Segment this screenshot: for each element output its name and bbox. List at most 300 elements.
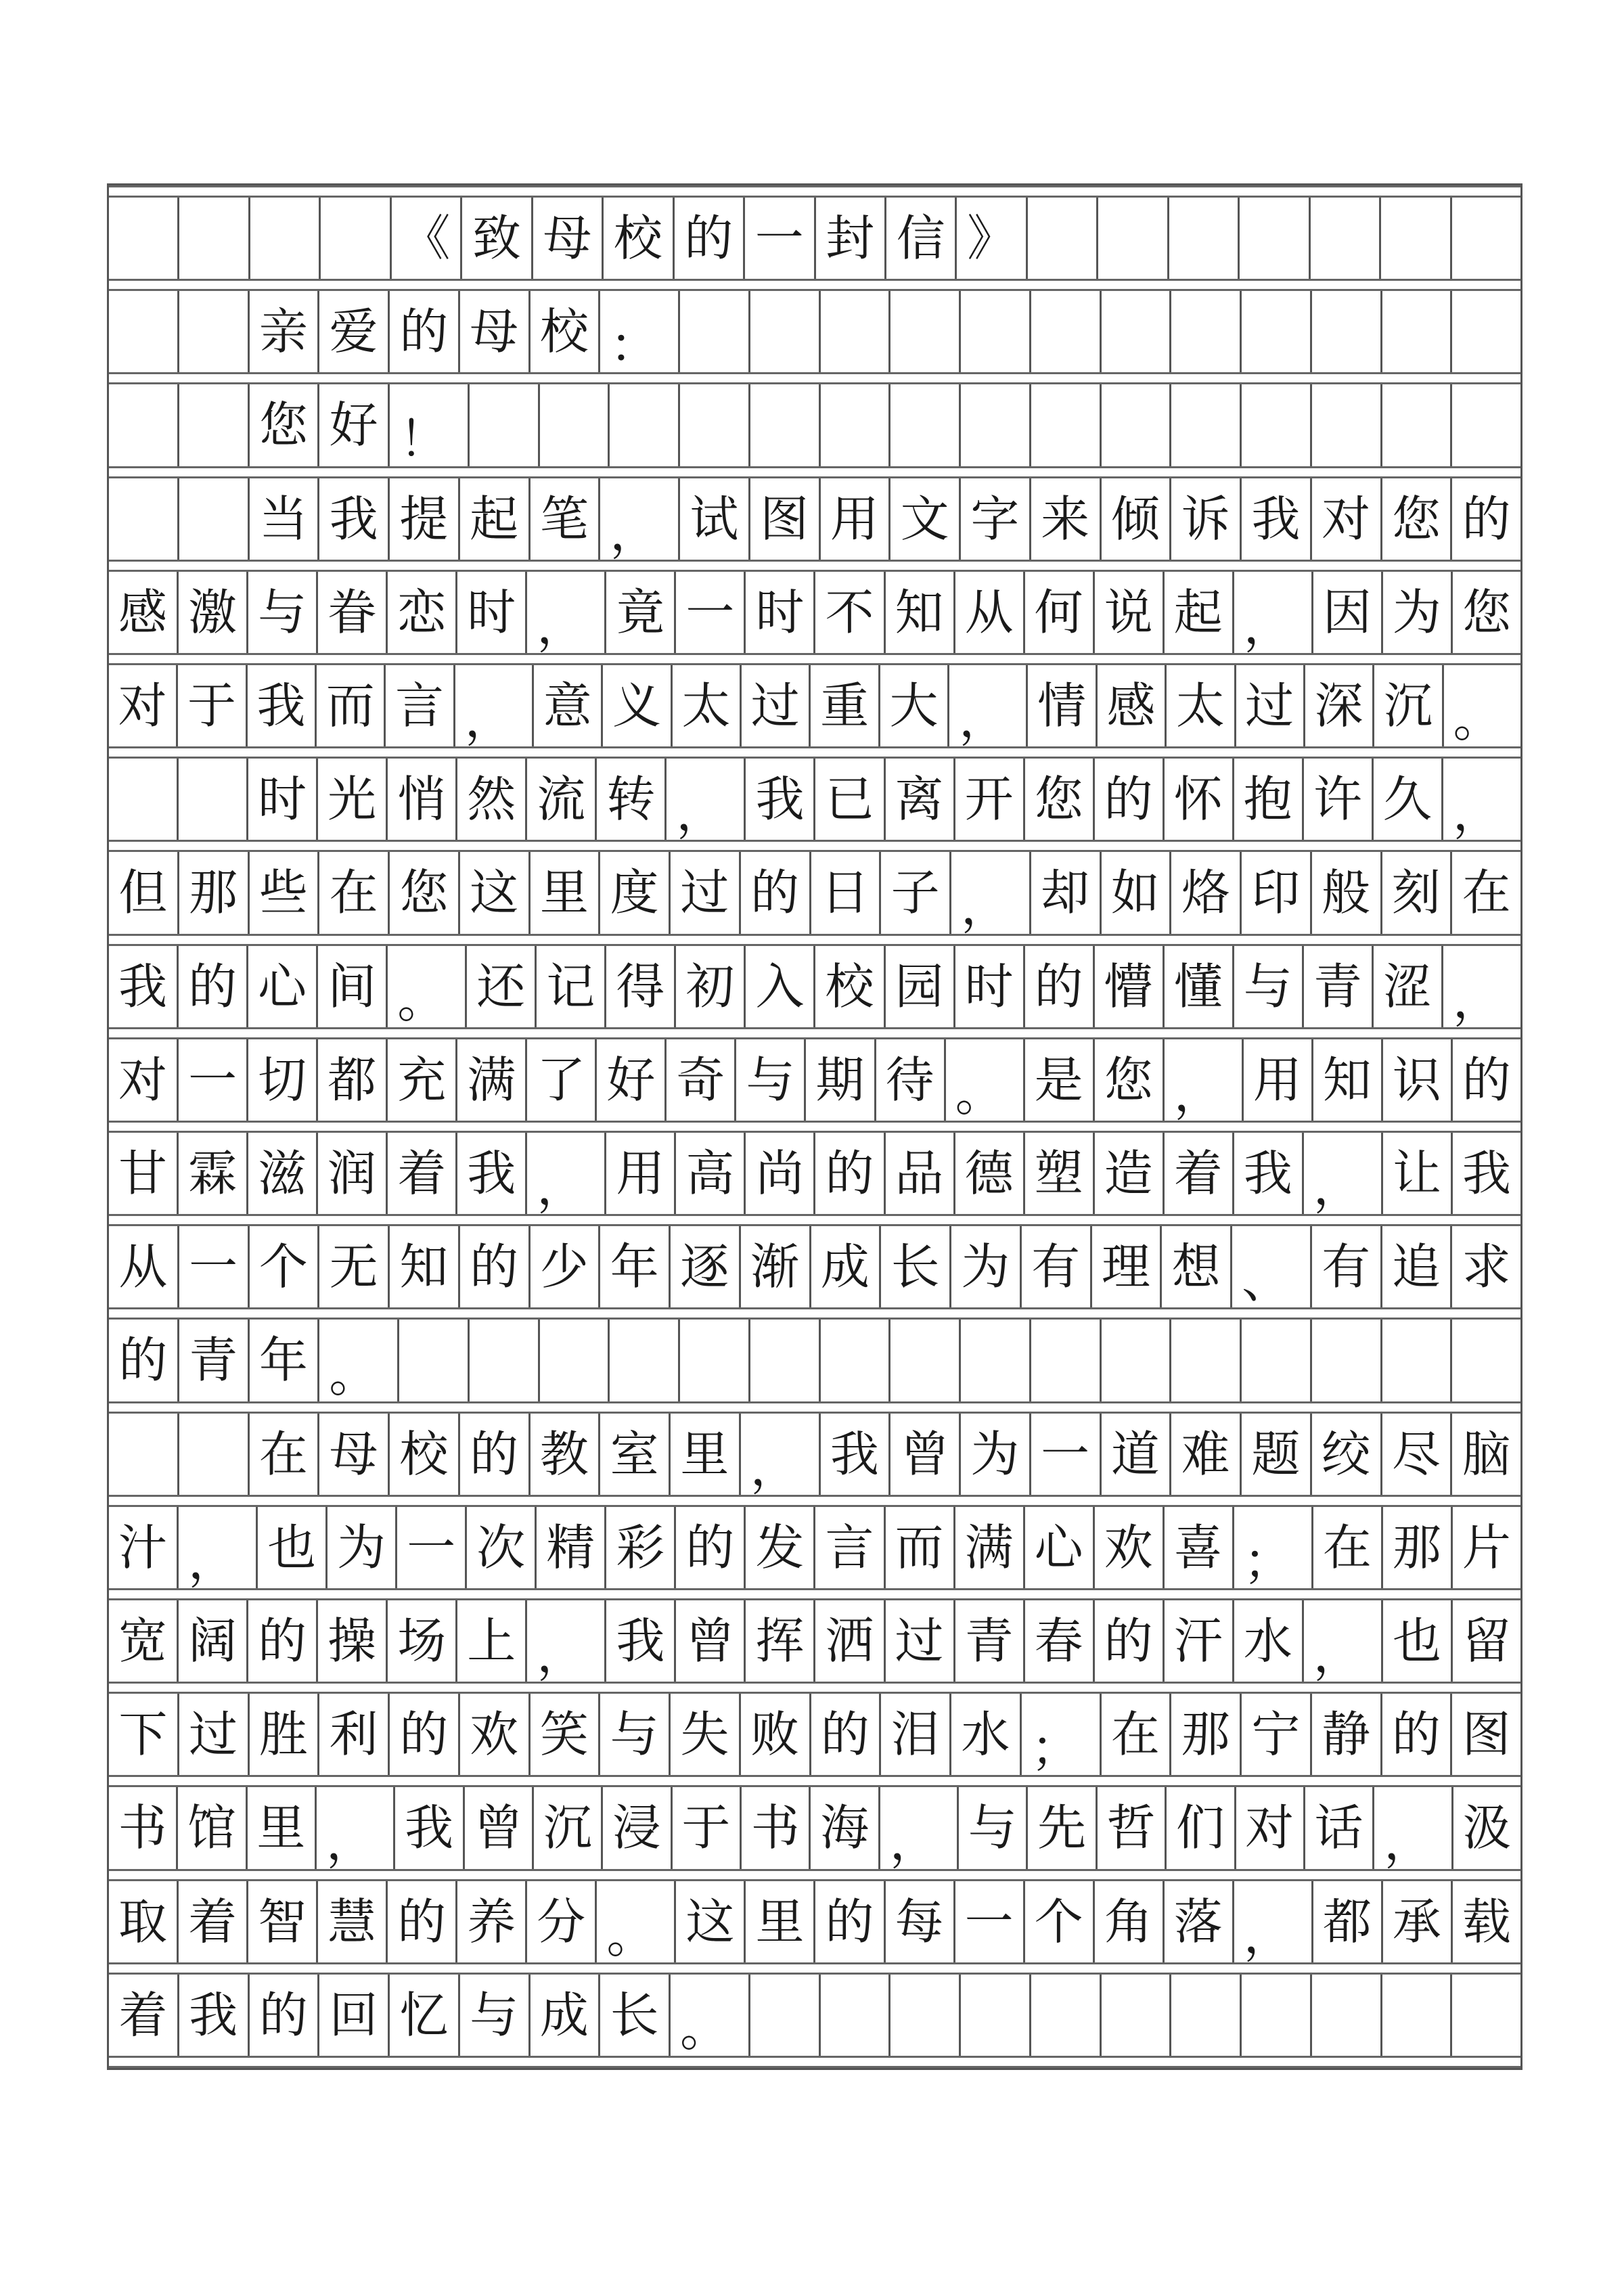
grid-cell: 曾 xyxy=(465,1787,534,1868)
grid-cell: 的 xyxy=(248,1600,318,1682)
grid-cell: 那 xyxy=(179,852,250,933)
grid-cell: 年 xyxy=(250,1320,320,1401)
grid-cell xyxy=(109,1414,179,1495)
grid-cell xyxy=(109,291,179,372)
grid-cell: 懵 xyxy=(1095,946,1165,1027)
grid-cell: ， xyxy=(1304,1133,1383,1214)
grid-cell: 海 xyxy=(811,1787,880,1868)
grid-cell: 情 xyxy=(1028,665,1097,746)
grid-cell: 因 xyxy=(1313,572,1383,653)
grid-cell xyxy=(109,198,179,279)
grid-cell: 无 xyxy=(319,1226,390,1307)
grid-cell: 每 xyxy=(886,1881,955,1962)
grid-row xyxy=(109,198,1520,279)
grid-cell: 涩 xyxy=(1374,946,1443,1027)
grid-cell xyxy=(321,198,391,279)
grid-cell: 间 xyxy=(318,946,388,1027)
grid-cell: 题 xyxy=(1242,1414,1312,1495)
grid-cell: 时 xyxy=(248,759,318,840)
grid-cell: 浸 xyxy=(603,1787,672,1868)
grid-cell: 重 xyxy=(811,665,880,746)
grid-cell: 落 xyxy=(1165,1881,1234,1962)
grid-cell: 尽 xyxy=(1382,1414,1453,1495)
grid-cell: 过 xyxy=(742,665,811,746)
grid-cell xyxy=(109,384,179,466)
grid-cell: 。 xyxy=(597,1881,676,1962)
grid-cell: 刻 xyxy=(1382,852,1453,933)
grid-cell xyxy=(821,291,891,372)
grid-cell: 慧 xyxy=(318,1881,388,1962)
grid-cell: 在 xyxy=(1102,1694,1172,1775)
grid-cell: 时 xyxy=(955,946,1025,1027)
grid-cell xyxy=(1031,291,1102,372)
grid-cell: 您 xyxy=(1382,478,1453,560)
grid-cell: 久 xyxy=(1374,759,1443,840)
grid-cell: 的 xyxy=(390,291,460,372)
grid-cell xyxy=(179,759,248,840)
grid-cell: 然 xyxy=(457,759,527,840)
row-separator xyxy=(109,1027,1520,1039)
grid-cell xyxy=(470,1320,540,1401)
grid-cell: ， xyxy=(880,1787,959,1868)
grid-cell: 校 xyxy=(604,198,674,279)
grid-cell: 品 xyxy=(886,1133,955,1214)
grid-cell: 母 xyxy=(460,291,531,372)
grid-cell: 何 xyxy=(1025,572,1095,653)
grid-cell: 从 xyxy=(109,1226,179,1307)
grid-cell: ， xyxy=(1234,1881,1313,1962)
grid-cell: 我 xyxy=(1242,478,1312,560)
grid-cell: 您 xyxy=(390,852,460,933)
grid-cell: 那 xyxy=(1171,1694,1242,1775)
grid-cell: 亲 xyxy=(250,291,320,372)
grid-cell: 静 xyxy=(1312,1694,1382,1775)
grid-cell: 、 xyxy=(1232,1226,1312,1307)
grid-cell: 长 xyxy=(881,1226,951,1307)
grid-cell: 失 xyxy=(671,1694,741,1775)
grid-cell: 甘 xyxy=(109,1133,179,1214)
grid-cell xyxy=(179,291,250,372)
grid-cell: 难 xyxy=(1171,1414,1242,1495)
grid-row xyxy=(109,1226,1520,1307)
grid-cell: 一 xyxy=(955,1881,1025,1962)
grid-cell: 着 xyxy=(1165,1133,1234,1214)
grid-row xyxy=(109,384,1520,466)
grid-cell: 是 xyxy=(1025,1039,1095,1121)
grid-cell xyxy=(821,1975,891,2056)
grid-cell: 校 xyxy=(531,291,601,372)
grid-cell: 日 xyxy=(811,852,882,933)
grid-cell xyxy=(470,384,540,466)
grid-row xyxy=(109,291,1520,372)
grid-cell: 里 xyxy=(248,1787,317,1868)
grid-cell: 的 xyxy=(388,1881,457,1962)
grid-cell xyxy=(680,384,750,466)
grid-cell: 意 xyxy=(534,665,603,746)
grid-cell: 汗 xyxy=(1165,1600,1234,1682)
grid-cell: 光 xyxy=(318,759,388,840)
grid-cell xyxy=(1031,1320,1102,1401)
grid-cell: 的 xyxy=(390,1694,460,1775)
grid-cell: 满 xyxy=(955,1507,1025,1588)
grid-cell: 离 xyxy=(886,759,955,840)
grid-row xyxy=(109,852,1520,933)
grid-cell: 知 xyxy=(390,1226,460,1307)
grid-cell: 子 xyxy=(881,852,951,933)
grid-cell: 汲 xyxy=(1462,1799,1512,1857)
grid-cell: 彩 xyxy=(606,1507,676,1588)
grid-cell: 那 xyxy=(1383,1507,1453,1588)
grid-cell: 为 xyxy=(328,1507,397,1588)
grid-cell: 起 xyxy=(460,478,531,560)
grid-cell: 春 xyxy=(1025,1600,1095,1682)
grid-cell: 教 xyxy=(531,1414,601,1495)
grid-cell: 的 xyxy=(1095,759,1165,840)
row-separator xyxy=(109,1307,1520,1320)
grid-cell xyxy=(109,759,179,840)
grid-cell: 与 xyxy=(1234,946,1304,1027)
grid-cell: ， xyxy=(527,1133,606,1214)
grid-cell xyxy=(1312,291,1382,372)
grid-row xyxy=(109,478,1520,560)
grid-cell xyxy=(961,384,1031,466)
grid-cell: 烙 xyxy=(1171,852,1242,933)
grid-row xyxy=(109,1320,1520,1401)
grid-cell: ， xyxy=(1452,784,1502,842)
grid-cell: 用 xyxy=(606,1133,676,1214)
grid-cell xyxy=(1452,291,1520,372)
grid-cell: 我 xyxy=(821,1414,891,1495)
grid-cell xyxy=(680,1320,750,1401)
grid-cell: 沉 xyxy=(1374,665,1443,746)
grid-cell: 的 xyxy=(815,1881,885,1962)
grid-cell xyxy=(890,384,961,466)
grid-cell: 渐 xyxy=(741,1226,811,1307)
row-separator xyxy=(109,746,1520,759)
grid-cell: 的 xyxy=(1025,946,1095,1027)
grid-cell: 逐 xyxy=(671,1226,741,1307)
grid-cell: 着 xyxy=(388,1133,457,1214)
grid-cell: 您 xyxy=(1025,759,1095,840)
grid-cell: 识 xyxy=(1383,1039,1453,1121)
grid-cell: 一 xyxy=(179,1226,250,1307)
grid-cell xyxy=(610,384,680,466)
grid-cell: 奇 xyxy=(667,1039,736,1121)
row-separator xyxy=(109,1214,1520,1226)
grid-cell: 还 xyxy=(467,946,537,1027)
row-separator xyxy=(109,2056,1520,2068)
grid-cell: 得 xyxy=(606,946,676,1027)
grid-cell xyxy=(1242,291,1312,372)
grid-cell: 话 xyxy=(1305,1787,1374,1868)
grid-cell: 书 xyxy=(109,1787,178,1868)
grid-cell xyxy=(1452,1320,1520,1401)
grid-cell: 期 xyxy=(806,1039,876,1121)
grid-cell: 精 xyxy=(537,1507,606,1588)
grid-cell: 切 xyxy=(248,1039,318,1121)
grid-cell xyxy=(179,198,250,279)
grid-cell: 与 xyxy=(248,572,318,653)
grid-cell: 对 xyxy=(1312,478,1382,560)
grid-cell: ， xyxy=(1165,1039,1244,1121)
grid-cell: 我 xyxy=(395,1787,464,1868)
grid-cell: 记 xyxy=(537,946,606,1027)
grid-cell xyxy=(1382,1975,1453,2056)
grid-cell: 您 xyxy=(1462,583,1511,641)
grid-cell: 诉 xyxy=(1171,478,1242,560)
grid-cell: 载 xyxy=(1462,1893,1511,1950)
grid-cell: 脑 xyxy=(1462,1425,1511,1483)
grid-cell xyxy=(1240,198,1310,279)
grid-cell: 回 xyxy=(319,1975,390,2056)
grid-cell: 。 xyxy=(671,1975,750,2056)
grid-cell: 着 xyxy=(179,1881,248,1962)
grid-cell: 想 xyxy=(1162,1226,1232,1307)
grid-cell xyxy=(1171,291,1242,372)
grid-cell: 的 xyxy=(1462,1051,1511,1108)
grid-cell: 忆 xyxy=(390,1975,460,2056)
grid-cell: 里 xyxy=(671,1414,741,1495)
grid-cell: 初 xyxy=(676,946,746,1027)
grid-cell: 深 xyxy=(1305,665,1374,746)
grid-cell: 试 xyxy=(680,478,750,560)
grid-cell: 都 xyxy=(1313,1881,1383,1962)
grid-row xyxy=(109,1787,1520,1868)
grid-cell: ！ xyxy=(390,384,470,466)
row-separator xyxy=(109,372,1520,384)
grid-cell: 场 xyxy=(388,1600,457,1682)
grid-cell: 激 xyxy=(179,572,248,653)
grid-row xyxy=(109,1507,1520,1588)
grid-cell: 图 xyxy=(1462,1706,1511,1763)
grid-cell: ， xyxy=(527,572,606,653)
grid-cell: 曾 xyxy=(676,1600,746,1682)
grid-cell: 青 xyxy=(179,1320,250,1401)
grid-cell: 时 xyxy=(457,572,527,653)
grid-cell xyxy=(1242,1975,1312,2056)
grid-cell: 有 xyxy=(1312,1226,1382,1307)
grid-cell: 悄 xyxy=(388,759,457,840)
grid-cell xyxy=(961,291,1031,372)
grid-cell: 抱 xyxy=(1234,759,1304,840)
grid-cell: 文 xyxy=(890,478,961,560)
grid-cell: 感 xyxy=(1098,665,1167,746)
grid-cell: 不 xyxy=(815,572,885,653)
grid-cell: 一 xyxy=(745,198,815,279)
grid-cell: 而 xyxy=(317,665,386,746)
grid-cell xyxy=(1312,384,1382,466)
grid-cell: 与 xyxy=(600,1694,671,1775)
grid-cell: 园 xyxy=(886,946,955,1027)
grid-cell: 我 xyxy=(109,946,179,1027)
grid-cell: 与 xyxy=(460,1975,531,2056)
grid-cell: ， xyxy=(949,665,1028,746)
grid-cell: ， xyxy=(527,1600,606,1682)
grid-cell: 开 xyxy=(955,759,1025,840)
grid-cell: 待 xyxy=(876,1039,946,1121)
grid-cell: 过 xyxy=(179,1694,250,1775)
grid-cell: 胜 xyxy=(250,1694,320,1775)
grid-cell: 的 xyxy=(675,198,745,279)
grid-cell: 青 xyxy=(955,1600,1025,1682)
grid-cell xyxy=(1102,1975,1172,2056)
grid-cell xyxy=(750,1320,821,1401)
grid-cell: 败 xyxy=(741,1694,811,1775)
grid-cell: 许 xyxy=(1304,759,1374,840)
grid-cell: 欢 xyxy=(460,1694,531,1775)
grid-cell: 义 xyxy=(603,665,672,746)
grid-row xyxy=(109,946,1520,1027)
grid-cell: 阔 xyxy=(179,1600,248,1682)
grid-cell: 让 xyxy=(1383,1133,1453,1214)
grid-cell xyxy=(1312,1320,1382,1401)
grid-cell: 您 xyxy=(250,384,320,466)
grid-row xyxy=(109,1600,1520,1682)
grid-cell: 时 xyxy=(746,572,815,653)
grid-cell: 水 xyxy=(1234,1600,1304,1682)
grid-cell: 来 xyxy=(1031,478,1102,560)
grid-cell xyxy=(1452,198,1520,279)
grid-cell: 一 xyxy=(397,1507,467,1588)
grid-cell: 已 xyxy=(815,759,885,840)
grid-cell: 说 xyxy=(1095,572,1165,653)
grid-cell: 恋 xyxy=(388,572,457,653)
grid-cell xyxy=(890,1975,961,2056)
grid-cell: 的 xyxy=(179,946,248,1027)
grid-cell: 。 xyxy=(388,946,467,1027)
grid-cell: 怀 xyxy=(1165,759,1234,840)
grid-cell: 心 xyxy=(1025,1507,1095,1588)
grid-row xyxy=(109,665,1520,746)
row-separator xyxy=(109,185,1520,198)
grid-cell xyxy=(1102,384,1172,466)
row-separator xyxy=(109,934,1520,946)
grid-row xyxy=(109,572,1520,653)
row-separator xyxy=(109,1495,1520,1507)
row-separator xyxy=(109,1869,1520,1881)
grid-cell: 室 xyxy=(600,1414,671,1495)
grid-cell: 哲 xyxy=(1098,1787,1167,1868)
grid-cell: 养 xyxy=(457,1881,527,1962)
grid-cell: 这 xyxy=(676,1881,746,1962)
grid-cell: 片 xyxy=(1462,1518,1511,1576)
grid-cell: 我 xyxy=(606,1600,676,1682)
grid-cell: 在 xyxy=(319,852,390,933)
grid-cell: 我 xyxy=(1462,1145,1511,1202)
grid-cell: 年 xyxy=(600,1226,671,1307)
grid-cell xyxy=(179,1414,250,1495)
grid-cell: 下 xyxy=(109,1694,179,1775)
row-separator xyxy=(109,1401,1520,1414)
grid-cell: 馆 xyxy=(178,1787,247,1868)
grid-cell: 的 xyxy=(250,1975,320,2056)
grid-cell: 们 xyxy=(1167,1787,1236,1868)
grid-cell: 母 xyxy=(319,1414,390,1495)
grid-cell xyxy=(821,1320,891,1401)
composition-paper xyxy=(107,183,1522,2070)
grid-cell: 洒 xyxy=(815,1600,885,1682)
grid-cell: 在 xyxy=(1313,1507,1383,1588)
grid-cell: 欢 xyxy=(1095,1507,1165,1588)
grid-cell: 《 xyxy=(392,198,462,279)
grid-cell: 。 xyxy=(1453,691,1502,748)
grid-cell: 宁 xyxy=(1242,1694,1312,1775)
grid-cell: 》 xyxy=(957,198,1027,279)
grid-cell xyxy=(1028,198,1098,279)
grid-cell: 我 xyxy=(457,1133,527,1214)
grid-cell: 一 xyxy=(676,572,746,653)
row-separator xyxy=(109,279,1520,291)
grid-cell: 德 xyxy=(955,1133,1025,1214)
grid-cell: 充 xyxy=(388,1039,457,1121)
grid-cell xyxy=(890,291,961,372)
grid-cell: 留 xyxy=(1462,1613,1511,1670)
grid-cell xyxy=(750,1975,821,2056)
grid-cell: 却 xyxy=(1031,852,1102,933)
grid-cell: 的 xyxy=(460,1414,531,1495)
grid-cell xyxy=(1312,1975,1382,2056)
grid-cell: 笔 xyxy=(531,478,601,560)
grid-cell: 心 xyxy=(248,946,318,1027)
grid-cell: 的 xyxy=(676,1507,746,1588)
grid-cell: 求 xyxy=(1462,1238,1511,1296)
grid-cell xyxy=(399,1320,470,1401)
grid-cell xyxy=(750,384,821,466)
grid-cell: 长 xyxy=(600,1975,671,2056)
row-separator xyxy=(109,466,1520,478)
grid-cell: 封 xyxy=(816,198,886,279)
grid-cell xyxy=(1102,291,1172,372)
grid-cell: 曾 xyxy=(890,1414,961,1495)
grid-cell: 霖 xyxy=(179,1133,248,1214)
grid-row xyxy=(109,1414,1520,1495)
grid-cell: 操 xyxy=(318,1600,388,1682)
grid-cell: 塑 xyxy=(1025,1133,1095,1214)
grid-cell xyxy=(179,478,250,560)
grid-row xyxy=(109,1039,1520,1121)
grid-cell: 承 xyxy=(1383,1881,1453,1962)
grid-cell: ， xyxy=(667,759,746,840)
grid-cell xyxy=(750,291,821,372)
grid-cell xyxy=(1452,1975,1520,2056)
grid-cell: 与 xyxy=(736,1039,806,1121)
grid-cell: 用 xyxy=(821,478,891,560)
grid-cell: 般 xyxy=(1312,852,1382,933)
grid-cell: 于 xyxy=(178,665,247,746)
grid-cell: 取 xyxy=(109,1881,179,1962)
grid-cell: 满 xyxy=(457,1039,527,1121)
grid-cell xyxy=(961,1320,1031,1401)
grid-cell: 而 xyxy=(886,1507,955,1588)
grid-cell: 的 xyxy=(811,1694,882,1775)
grid-cell: 但 xyxy=(109,852,179,933)
grid-cell: 我 xyxy=(1234,1133,1304,1214)
grid-cell: 挥 xyxy=(746,1600,815,1682)
grid-cell: 喜 xyxy=(1165,1507,1234,1588)
grid-cell: 这 xyxy=(460,852,531,933)
grid-cell: 一 xyxy=(179,1039,248,1121)
grid-cell: 致 xyxy=(462,198,533,279)
grid-cell xyxy=(1171,1320,1242,1401)
grid-cell: 倾 xyxy=(1102,478,1172,560)
grid-cell: 的 xyxy=(815,1133,885,1214)
grid-cell: 与 xyxy=(959,1787,1028,1868)
grid-cell: 也 xyxy=(258,1507,328,1588)
grid-cell: 滋 xyxy=(248,1133,318,1214)
grid-cell: 我 xyxy=(248,665,317,746)
grid-cell: 书 xyxy=(742,1787,811,1868)
grid-cell: 知 xyxy=(886,572,955,653)
